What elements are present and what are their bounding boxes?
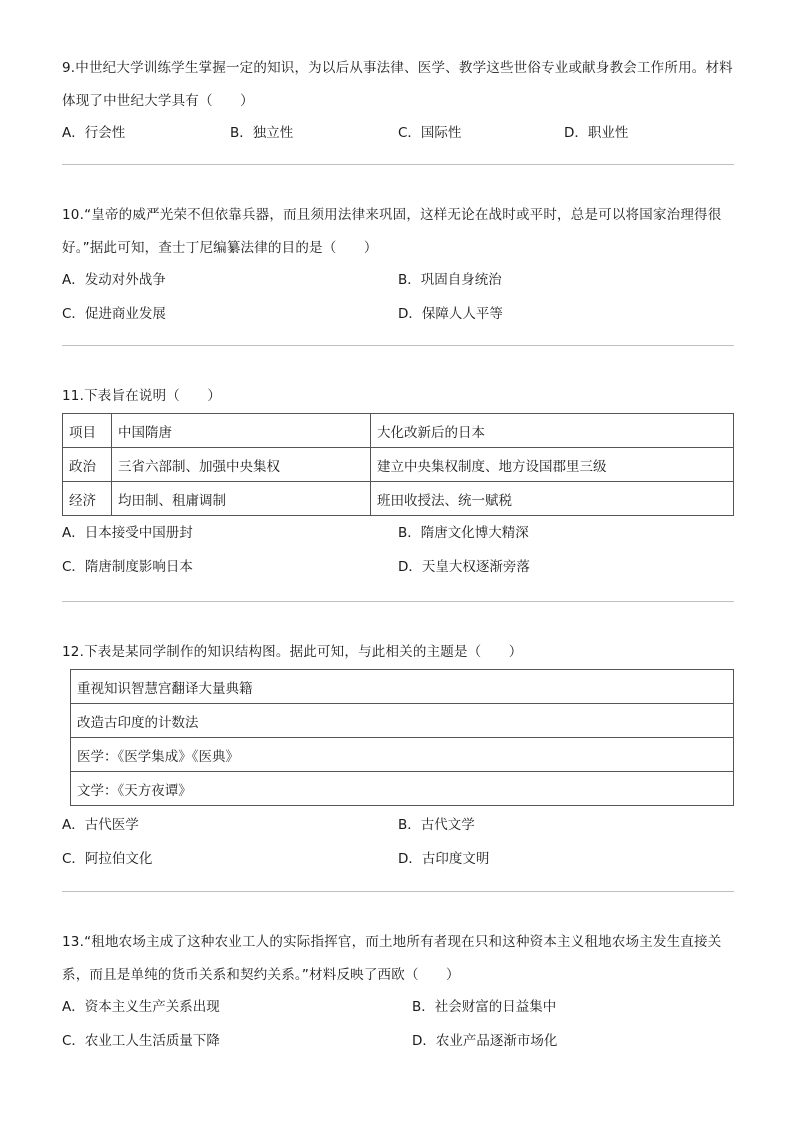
- option-c: C．隋唐制度影响日本: [62, 559, 193, 575]
- divider: [62, 345, 734, 346]
- question-11: [62, 380, 734, 582]
- option-c: C．促进商业发展: [62, 306, 166, 322]
- question-stem: 13.“租地农场主成了这种农业工人的实际指挥官，而土地所有者现在只和这种资本主义租地农场主发生直接关系，而且是单纯的货币关系和契约关系。”材料反映了西欧（ ）: [62, 934, 722, 983]
- option-c: C．阿拉伯文化: [62, 851, 153, 867]
- comparison-table: [62, 413, 734, 516]
- options-row: [62, 518, 734, 548]
- table-row: [71, 738, 734, 772]
- question-stem: 12.下表是某同学制作的知识结构图。据此可知，与此相关的主题是（ ）: [62, 644, 523, 660]
- question-stem: 10.“皇帝的威严光荣不但依靠兵器，而且须用法律来巩固，这样无论在战时或平时，总是可以将国家治理得很好。”据此可知，查士丁尼编纂法律的目的是（ ）: [62, 207, 722, 256]
- option-a: A．古代医学: [62, 817, 139, 833]
- divider: [62, 601, 734, 602]
- options-row: [62, 810, 734, 840]
- divider: [62, 891, 734, 892]
- options-row: [62, 1026, 734, 1056]
- question-stem: 11.下表旨在说明（ ）: [62, 388, 222, 404]
- option-d: D．天皇大权逐渐旁落: [398, 559, 530, 575]
- table-cell: 改造古印度的计数法: [71, 704, 734, 738]
- options-row: [62, 552, 734, 582]
- option-d: D．农业产品逐渐市场化: [412, 1033, 558, 1049]
- table-row: [63, 414, 734, 448]
- table-cell: 政治: [63, 448, 112, 482]
- knowledge-structure-table: [70, 669, 734, 806]
- table-cell: 经济: [63, 482, 112, 516]
- option-a: A．行会性: [62, 125, 126, 141]
- question-12: [62, 636, 734, 874]
- table-row: [63, 448, 734, 482]
- table-cell: 项目: [63, 414, 112, 448]
- option-c: C．农业工人生活质量下降: [62, 1033, 220, 1049]
- table-cell: 中国隋唐: [112, 414, 371, 448]
- option-a: A．发动对外战争: [62, 272, 166, 288]
- table-cell: 三省六部制、加强中央集权: [112, 448, 371, 482]
- option-b: B．独立性: [230, 125, 294, 141]
- table-cell: 重视知识智慧宫翻译大量典籍: [71, 670, 734, 704]
- option-d: D．保障人人平等: [398, 306, 503, 322]
- table-row: [63, 482, 734, 516]
- options-row: [62, 265, 734, 295]
- divider: [62, 164, 734, 165]
- table-cell: 班田收授法、统一赋税: [371, 482, 734, 516]
- option-d: D．古印度文明: [398, 851, 490, 867]
- option-a: A．资本主义生产关系出现: [62, 999, 220, 1015]
- table-cell: 文学：《天方夜谭》: [71, 772, 734, 806]
- table-cell: 均田制、租庸调制: [112, 482, 371, 516]
- option-b: B．社会财富的日益集中: [412, 999, 557, 1015]
- options-row: [62, 118, 734, 148]
- option-d: D．职业性: [564, 125, 629, 141]
- table-row: [71, 704, 734, 738]
- table-cell: 医学：《医学集成》《医典》: [71, 738, 734, 772]
- option-b: B．古代文学: [398, 817, 475, 833]
- options-row: [62, 844, 734, 874]
- table-cell: 大化改新后的日本: [371, 414, 734, 448]
- option-c: C．国际性: [398, 125, 462, 141]
- question-stem: 9.中世纪大学训练学生掌握一定的知识，为以后从事法律、医学、教学这些世俗专业或献身教会工作所用。材料体现了中世纪大学具有（ ）: [62, 60, 733, 109]
- option-b: B．巩固自身统治: [398, 272, 502, 288]
- options-row: [62, 299, 734, 329]
- options-row: [62, 992, 734, 1022]
- table-row: [71, 670, 734, 704]
- question-9: [62, 52, 734, 148]
- table-cell: 建立中央集权制度、地方设国郡里三级: [371, 448, 734, 482]
- option-b: B．隋唐文化博大精深: [398, 525, 529, 541]
- question-13: [62, 926, 734, 1056]
- question-10: [62, 199, 734, 329]
- table-row: [71, 772, 734, 806]
- option-a: A．日本接受中国册封: [62, 525, 193, 541]
